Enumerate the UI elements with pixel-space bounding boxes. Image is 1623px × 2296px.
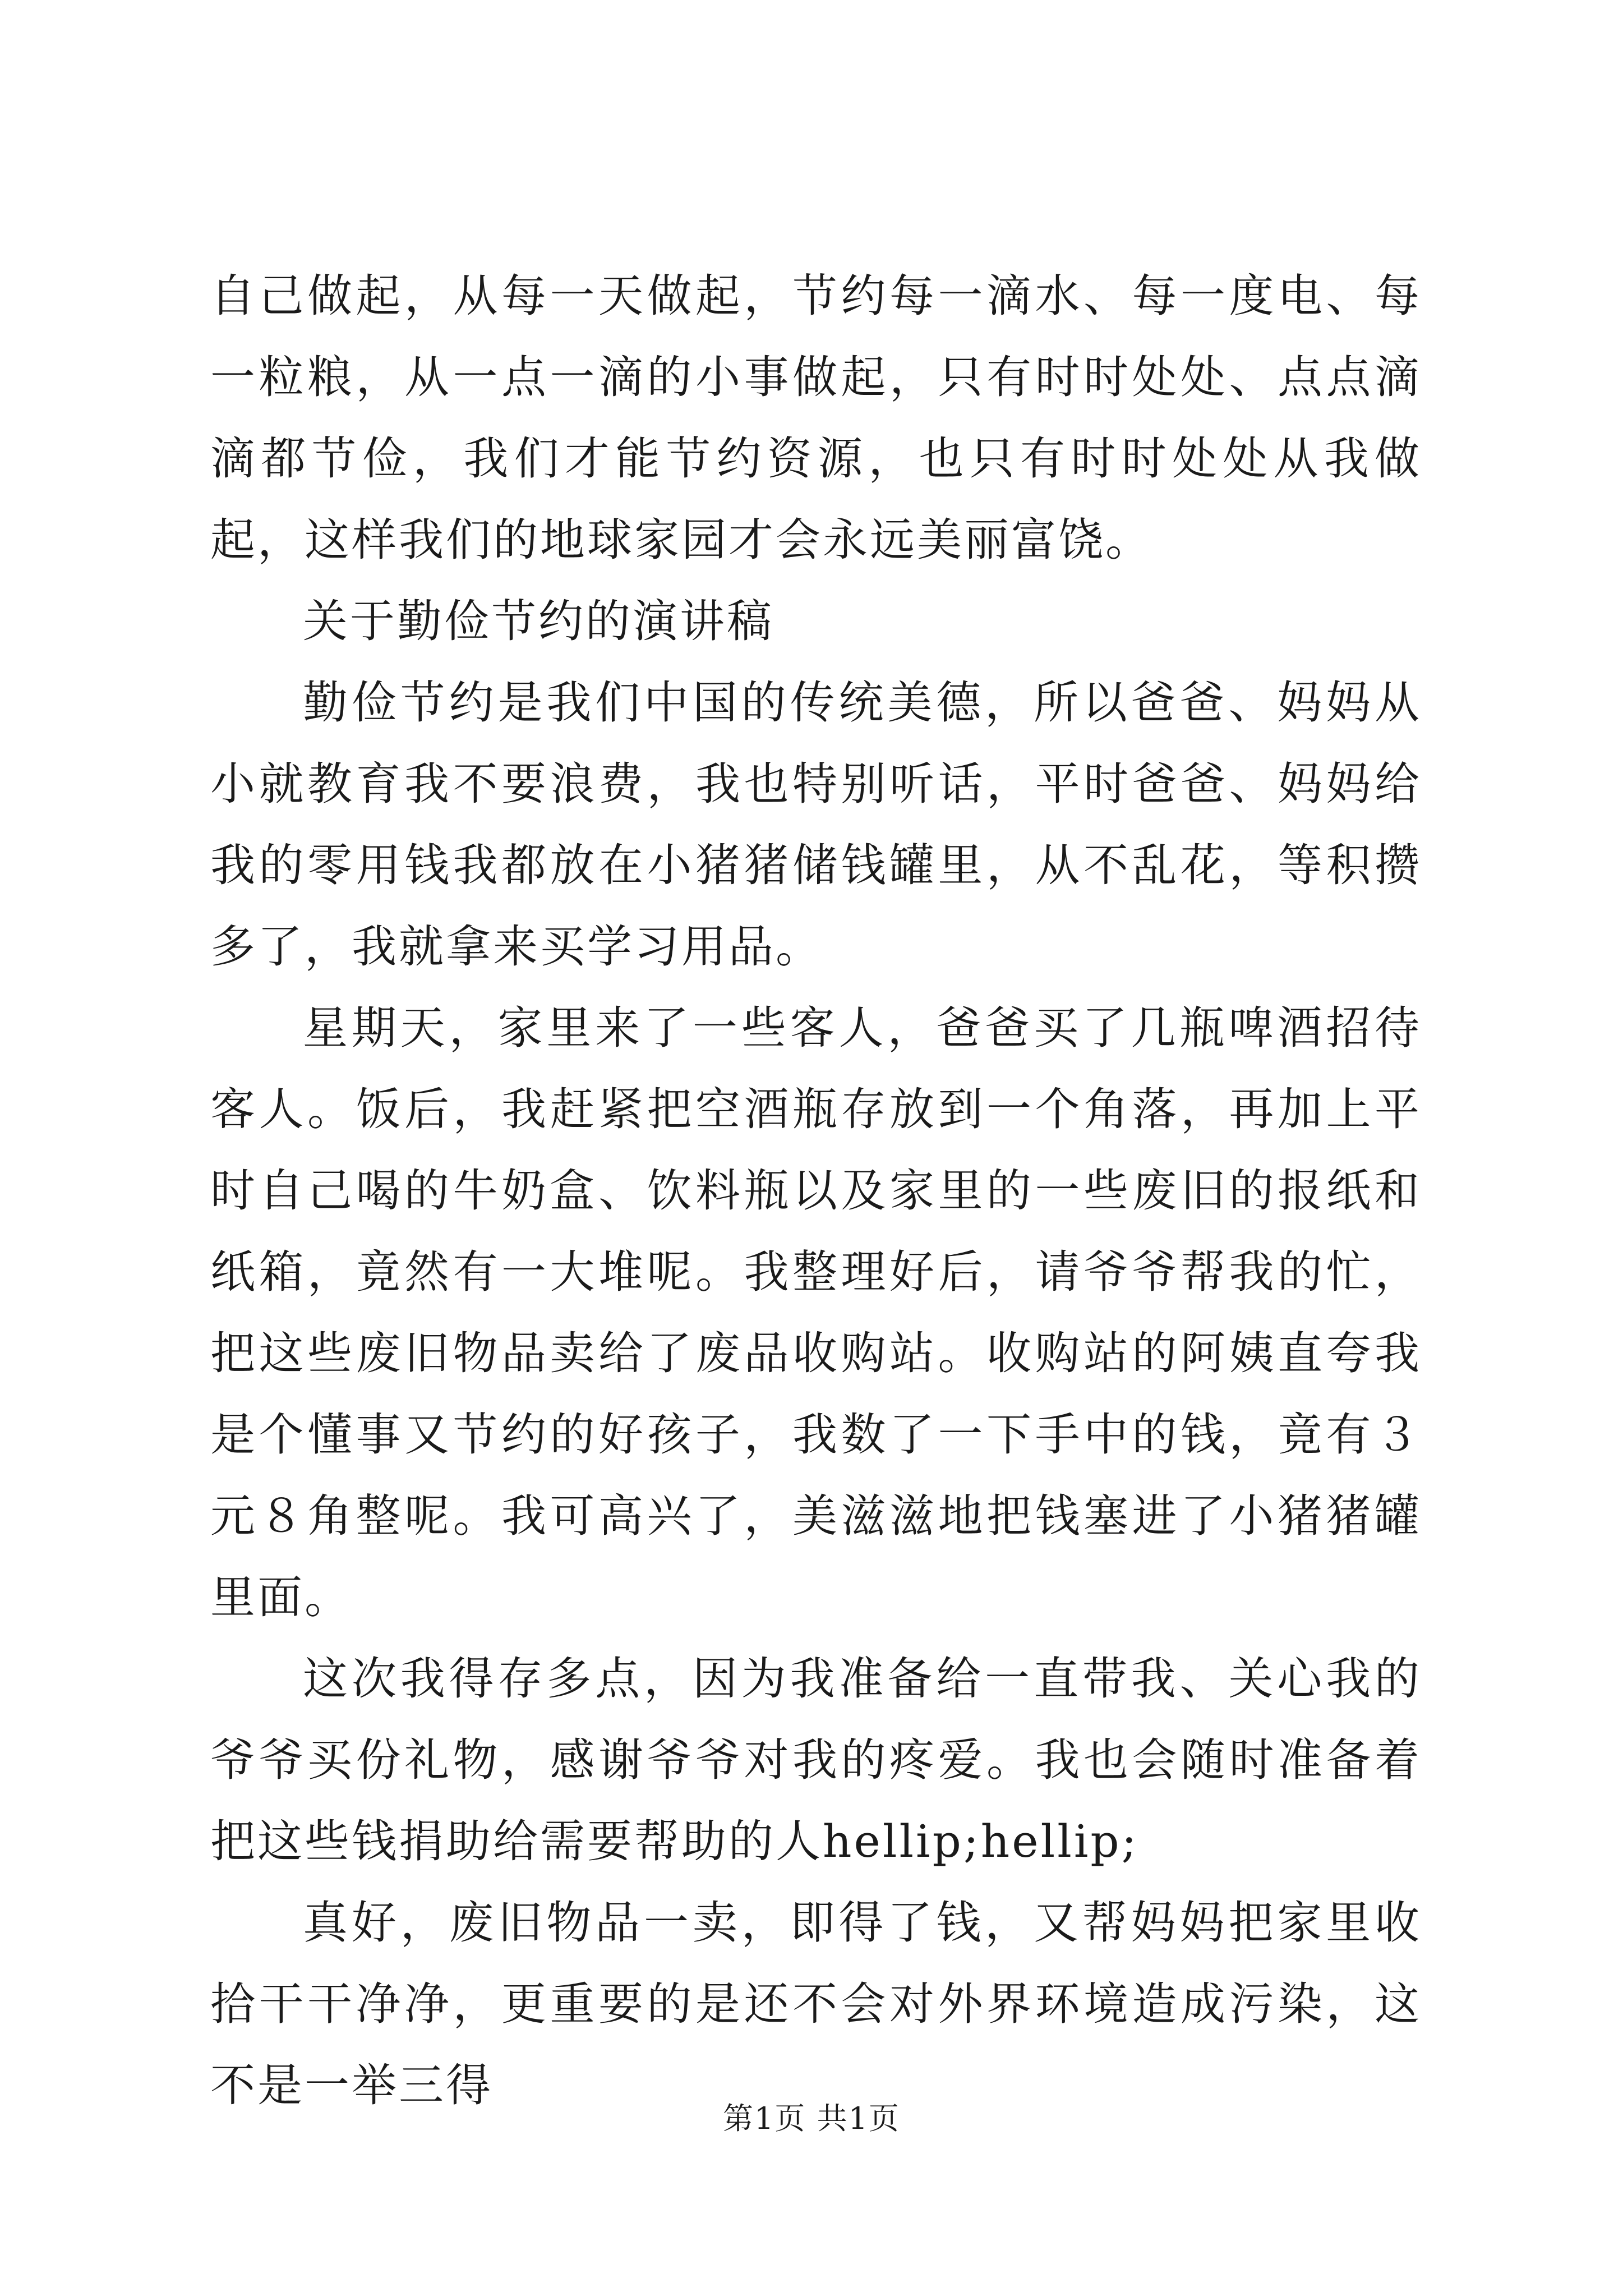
paragraph-intro: 勤俭节约是我们中国的传统美德，所以爸爸、妈妈从小就教育我不要浪费，我也特别听话，平时爸爸、妈妈给我的零用钱我都放在小猪猪储钱罐里，从不乱花，等积攒多了，我就拿来买学习用品。	[210, 677, 1422, 973]
document-body	[210, 255, 1422, 2126]
paragraph-sunday: 星期天，家里来了一些客人，爸爸买了几瓶啤酒招待客人。饭后，我赶紧把空酒瓶存放到一个角落，再加上平时自己喝的牛奶盒、饮料瓶以及家里的一些废旧的报纸和纸箱，竟然有一大堆呢。我整理好后，请爷爷帮我的忙，把这些废旧物品卖给了废品收购站。收购站的阿姨直夸我是个懂事又节约的好孩子，我数了一下手中的钱，竟有３元８角整呢。我可高兴了，美滋滋地把钱塞进了小猪猪罐里面。	[210, 1002, 1422, 1623]
page-footer	[0, 2099, 1623, 2138]
paragraph-conclusion: 真好，废旧物品一卖，即得了钱，又帮妈妈把家里收拾干干净净，更重要的是还不会对外界环境造成污染，这不是一举三得	[210, 1897, 1422, 2111]
paragraph-saving: 这次我得存多点，因为我准备给一直带我、关心我的爷爷买份礼物，感谢爷爷对我的疼爱。我也会随时准备着把这些钱捐助给需要帮助的人hellip;hellip;	[210, 1653, 1422, 1867]
paragraph-continuation: 自己做起，从每一天做起，节约每一滴水、每一度电、每一粒粮，从一点一滴的小事做起，只有时时处处、点点滴滴都节俭，我们才能节约资源，也只有时时处处从我做起，这样我们的地球家园才会永远美丽富饶。	[210, 270, 1422, 566]
page-number-label: 第1页 共1页	[723, 2101, 900, 2136]
section-title: 关于勤俭节约的演讲稿	[303, 595, 774, 647]
